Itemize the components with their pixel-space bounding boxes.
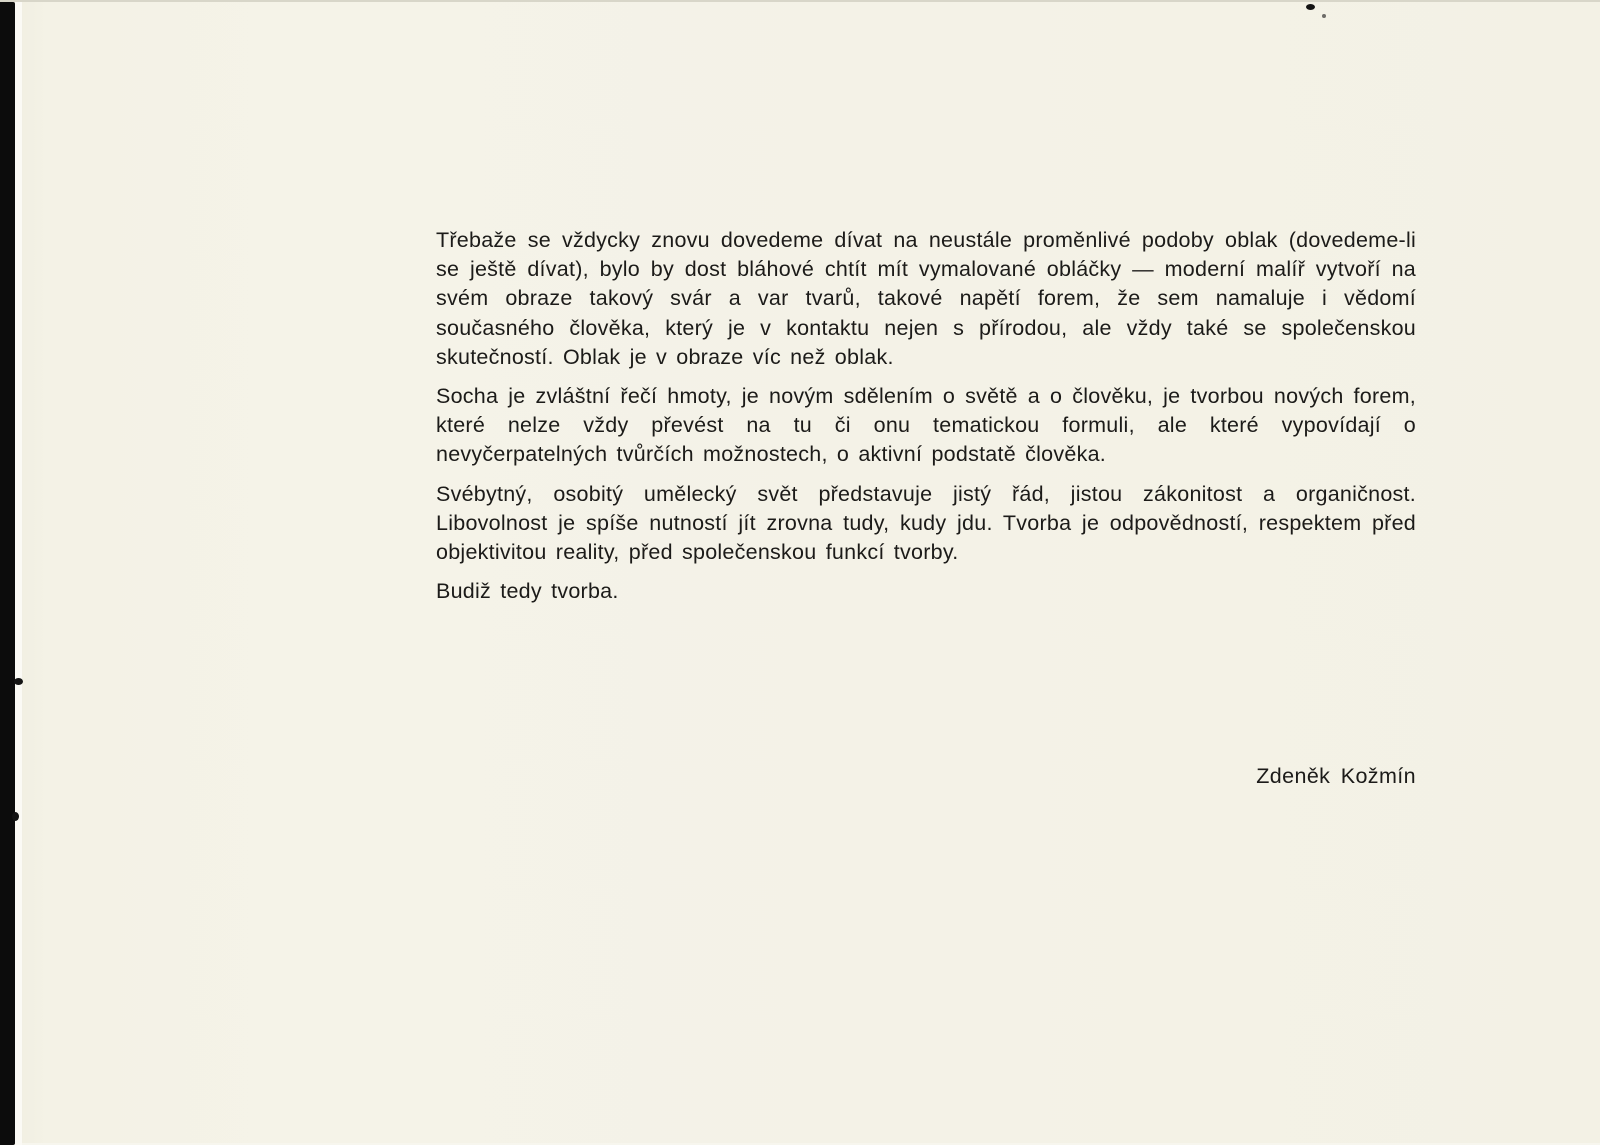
scan-artifact [12,812,19,821]
paragraph: Socha je zvláštní řečí hmoty, je novým sdělením o světě a o člověku, je tvorbou nových forem, které nelze vždy převést na tu či onu tematickou formuli, ale které vypovídají o nevyčerpatelných tvůrčích možnostech, o aktivní podstatě člověka. [436,384,1416,467]
scan-edge-gap [15,2,22,1145]
paragraph: Svébytný, osobitý umělecký svět představuje jistý řád, jistou zákonitost a organičnost. Libovolnost je spíše nutností jít zrovna tudy, kudy jdu. Tvorba je odpovědností, respektem před objektivitou reality, před společenskou funkcí tvorby. [436,481,1416,565]
scan-artifact [1322,14,1326,18]
scan-artifact [14,678,23,685]
author-signature: Zdeněk Kožmín [1256,764,1416,788]
text-block [436,226,1416,606]
book-binding-edge [0,2,15,1145]
paragraph: Budiž tedy tvorba. [436,579,619,604]
scan-artifact [1306,4,1315,10]
paragraph: Třebaže se vždycky znovu dovedeme dívat na neustále proměnlivé podoby oblak (dovedeme-li se ještě dívat), bylo by dost bláhové chtít mít vymalované obláčky — moderní malíř vytvoří na svém obraze takový svár a var tvarů, takové napětí forem, že sem namaluje i vědomí současného člověka, který je v kontaktu nejen s přírodou, ale vždy také se společenskou skutečností. Oblak je v obraze víc než oblak. [436,228,1416,369]
